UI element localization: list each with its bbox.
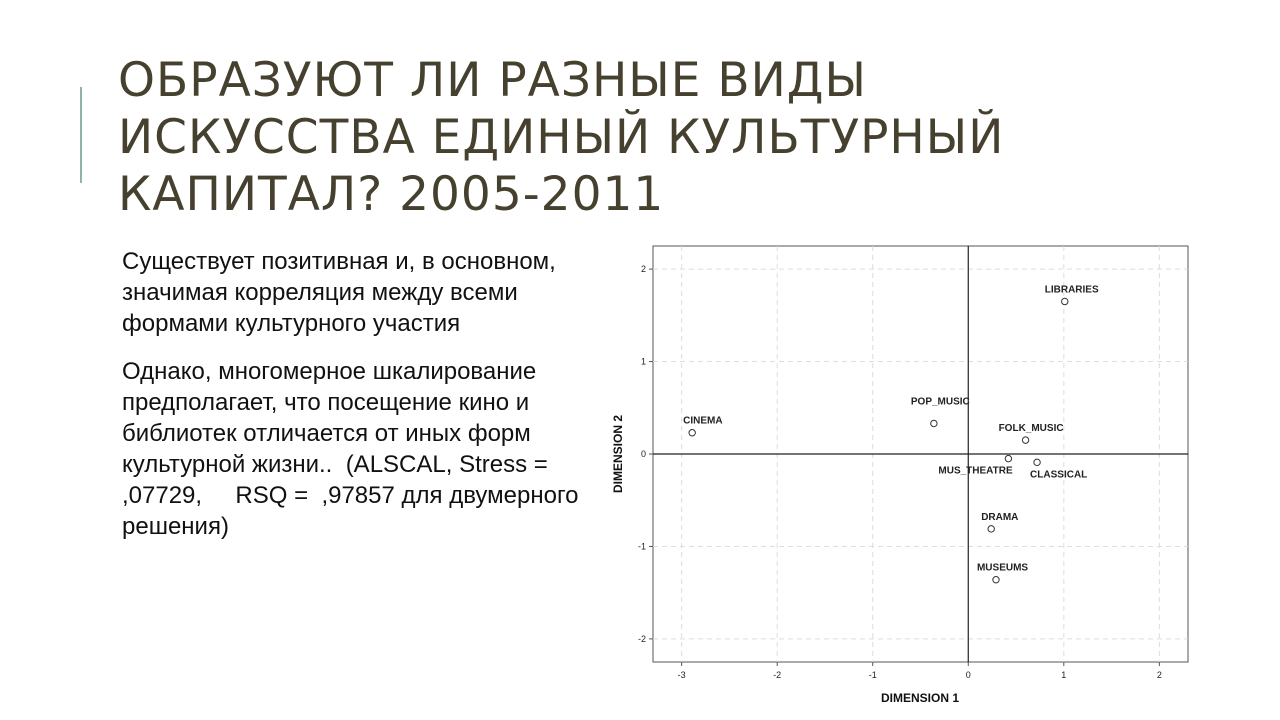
mds-scatter-chart [600,238,1200,713]
paragraph-correlation: Существует позитивная и, в основном, значимая корреляция между всеми формами культурного участия [122,248,563,337]
x-tick-label: -1 [868,670,877,680]
slide-title [118,52,1198,223]
point-label-pop-music: POP_MUSIC [910,396,970,408]
y-tick-label: -2 [637,633,646,644]
point-label-mus-theatre: MUS_THEATRE [938,465,1013,477]
paragraph-mds: Однако, многомерное шкалирование предполагает, что посещение кино и библиотек отличается от иных форм культурной жизни.. (ALSCAL, Stress = ,07729, RSQ = ,97857 для двумерного решения) [122,358,586,540]
point-marker-mus-theatre [1005,455,1011,461]
x-tick-label: 0 [965,670,971,680]
point-marker-cinema [689,430,695,436]
point-marker-libraries [1062,298,1068,304]
x-tick-label: -3 [677,670,686,680]
point-marker-classical [1034,459,1040,465]
point-marker-folk-music [1022,437,1028,443]
y-tick-label: 2 [640,264,646,275]
point-marker-drama [988,526,994,532]
x-tick-label: 2 [1156,670,1162,680]
point-label-museums: MUSEUMS [976,562,1029,574]
point-marker-museums [993,577,999,583]
x-tick-label: -2 [773,670,782,680]
title-line: КАПИТАЛ? 2005-2011 [118,167,665,222]
point-marker-pop-music [931,420,937,426]
point-label-classical: CLASSICAL [1030,469,1088,481]
x-axis-label: DIMENSION 1 [880,691,960,705]
point-label-cinema: CINEMA [683,415,723,427]
point-label-drama: DRAMA [981,511,1019,523]
y-axis-label: DIMENSION 2 [611,414,625,494]
body-text [122,246,602,559]
y-tick-label: 0 [640,449,646,459]
accent-line [80,87,82,183]
y-tick-label: 1 [640,356,646,367]
title-line: ОБРАЗУЮТ ЛИ РАЗНЫЕ ВИДЫ [118,53,867,108]
x-tick-label: 1 [1061,670,1067,680]
y-tick-label: -1 [637,541,646,552]
point-label-folk-music: FOLK_MUSIC [998,423,1064,435]
title-line: ИСКУССТВА ЕДИНЫЙ КУЛЬТУРНЫЙ [118,110,1005,165]
point-label-libraries: LIBRARIES [1044,284,1099,296]
